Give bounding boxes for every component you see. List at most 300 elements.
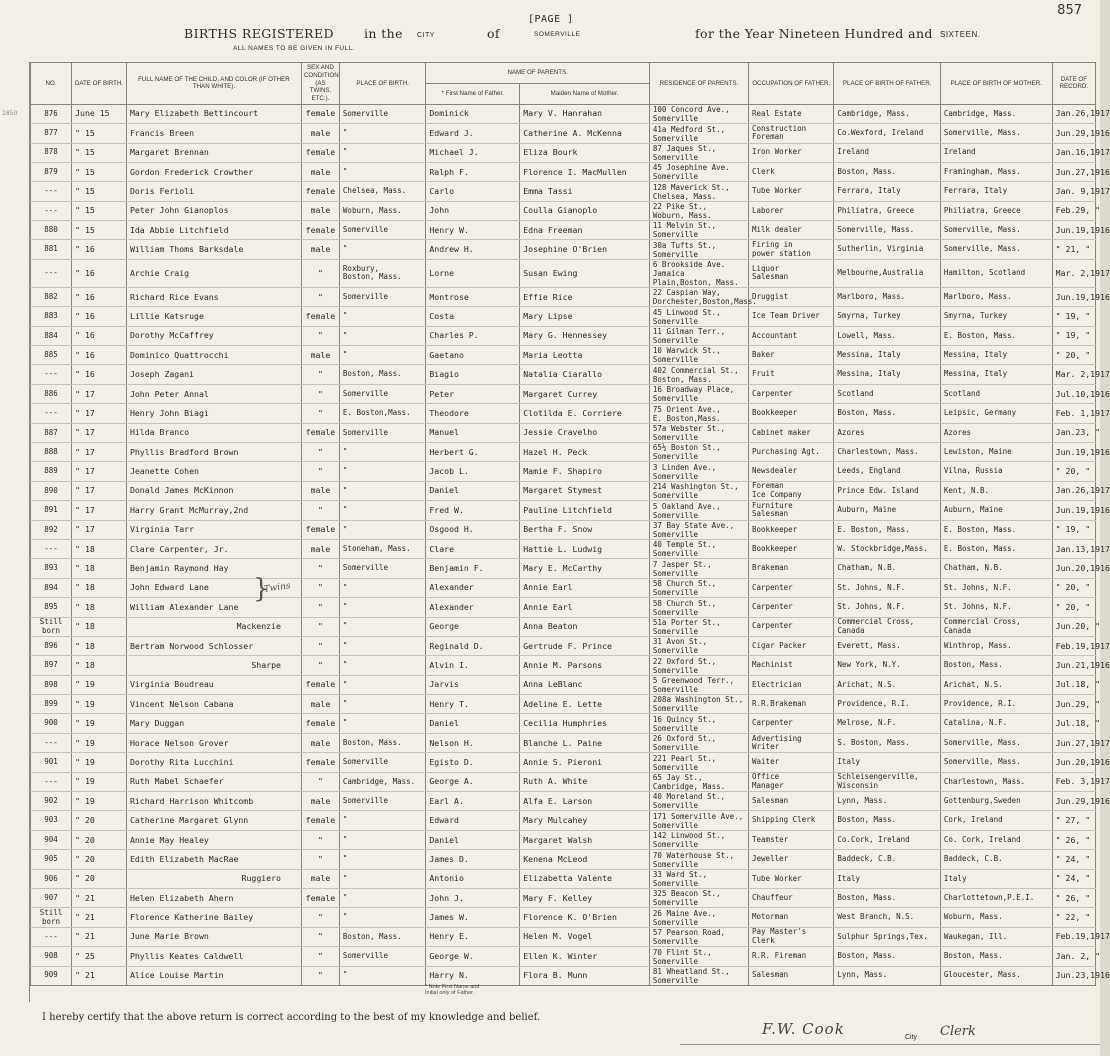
- parents-residence: 22 Pike St., Woburn, Mass.: [649, 201, 748, 220]
- father-first-name: Edward: [426, 811, 520, 830]
- table-row: [31, 733, 1096, 752]
- mother-birthplace: Ireland: [940, 143, 1052, 162]
- father-first-name: Andrew H.: [426, 240, 520, 259]
- table-row: [31, 869, 1096, 888]
- mother-maiden-name: Annie Earl: [520, 598, 650, 617]
- parents-residence: 5 Greenwood Terr., Somerville: [649, 675, 748, 694]
- mother-birthplace: St. Johns, N.F.: [940, 598, 1052, 617]
- father-occupation: Construction Foreman: [749, 124, 834, 143]
- child-name: Sharpe: [126, 656, 301, 675]
- table-row: [31, 221, 1096, 240]
- father-first-name: Benjamin F.: [426, 559, 520, 578]
- child-name: Horace Nelson Grover: [126, 733, 301, 752]
- mother-maiden-name: Kenena McLeod: [520, 850, 650, 869]
- mother-maiden-name: Coulla Gianoplo: [520, 201, 650, 220]
- birth-date: " 17: [72, 520, 127, 539]
- table-row: [31, 830, 1096, 849]
- child-sex: female: [301, 811, 339, 830]
- col-no: NO.: [31, 63, 72, 105]
- record-date: Jun.21,1916: [1052, 656, 1095, 675]
- parents-residence: 57a Webster St., Somerville: [649, 423, 748, 442]
- child-sex: female: [301, 221, 339, 240]
- birth-date: " 18: [72, 578, 127, 597]
- mother-maiden-name: Adeline E. Lette: [520, 695, 650, 714]
- mother-maiden-name: Natalia Ciarallo: [520, 365, 650, 384]
- father-first-name: Nelson H.: [426, 733, 520, 752]
- record-date: Feb. 3,1917: [1052, 772, 1095, 791]
- row-number: 902: [31, 792, 72, 811]
- table-row: [31, 617, 1096, 636]
- record-date: Jul.10,1916: [1052, 384, 1095, 403]
- birth-date: " 18: [72, 539, 127, 558]
- parents-residence: 11 Gilman Terr., Somerville: [649, 326, 748, 345]
- col-occupation: OCCUPATION OF FATHER.: [749, 63, 834, 105]
- father-occupation: Firing in power station: [749, 240, 834, 259]
- birth-date: " 20: [72, 850, 127, 869]
- birth-place: Somerville: [339, 104, 425, 123]
- child-sex: male: [301, 240, 339, 259]
- child-name: Phyllis Keates Caldwell: [126, 947, 301, 966]
- row-number: ---: [31, 365, 72, 384]
- birth-date: " 19: [72, 695, 127, 714]
- father-occupation: Furniture Salesman: [749, 501, 834, 520]
- father-first-name: Biagio: [426, 365, 520, 384]
- child-sex: male: [301, 162, 339, 181]
- table-row: [31, 404, 1096, 423]
- birth-date: " 16: [72, 365, 127, 384]
- birth-place: Boston, Mass.: [339, 733, 425, 752]
- birth-date: " 17: [72, 501, 127, 520]
- birth-date: " 18: [72, 617, 127, 636]
- birth-place: ": [339, 695, 425, 714]
- birth-date: " 21: [72, 927, 127, 946]
- father-first-name: Gaetano: [426, 346, 520, 365]
- father-birthplace: Cambridge, Mass.: [834, 104, 940, 123]
- table-row: [31, 443, 1096, 462]
- father-birthplace: Philiatra, Greece: [834, 201, 940, 220]
- row-number: 891: [31, 501, 72, 520]
- mother-birthplace: Azores: [940, 423, 1052, 442]
- row-number: 899: [31, 695, 72, 714]
- record-date: " 19, ": [1052, 307, 1095, 326]
- city-label: CITY: [417, 32, 435, 39]
- birth-place: ": [339, 462, 425, 481]
- birth-place: ": [339, 307, 425, 326]
- parents-residence: 75 Orient Ave., E. Boston,Mass.: [649, 404, 748, 423]
- father-first-name: Carlo: [426, 182, 520, 201]
- col-parents: NAME OF PARENTS.: [426, 63, 650, 84]
- father-first-name: Clare: [426, 539, 520, 558]
- record-date: Jan.23, ": [1052, 423, 1095, 442]
- record-date: Jun.20,1916: [1052, 753, 1095, 772]
- parents-residence: 45 Josephine Ave. Somerville: [649, 162, 748, 181]
- mother-maiden-name: Hattie L. Ludwig: [520, 539, 650, 558]
- mother-maiden-name: Annie M. Parsons: [520, 656, 650, 675]
- mother-maiden-name: Margaret Currey: [520, 384, 650, 403]
- mother-maiden-name: Josephine O'Brien: [520, 240, 650, 259]
- father-birthplace: Azores: [834, 423, 940, 442]
- row-number: 909: [31, 966, 72, 985]
- page-header: [0, 0, 1100, 62]
- mother-maiden-name: Florence K. O'Brien: [520, 908, 650, 927]
- child-name: Jeanette Cohen: [126, 462, 301, 481]
- birth-date: " 16: [72, 259, 127, 287]
- parents-residence: 402 Commercial St., Boston, Mass.: [649, 365, 748, 384]
- parents-residence: 31 Avon St., Somerville: [649, 636, 748, 655]
- child-name: June Marie Brown: [126, 927, 301, 946]
- father-birthplace: Boston, Mass.: [834, 811, 940, 830]
- mother-maiden-name: Mary F. Kelley: [520, 888, 650, 907]
- row-number: 884: [31, 326, 72, 345]
- table-row: [31, 947, 1096, 966]
- header-subtitle: ALL NAMES TO BE GIVEN IN FULL.: [233, 45, 356, 52]
- mother-maiden-name: Effie Rice: [520, 287, 650, 306]
- mother-birthplace: E. Boston, Mass.: [940, 539, 1052, 558]
- father-first-name: Daniel: [426, 714, 520, 733]
- father-first-name: Dominick: [426, 104, 520, 123]
- father-occupation: Baker: [749, 346, 834, 365]
- mother-maiden-name: Hazel H. Peck: [520, 443, 650, 462]
- mother-birthplace: E. Boston, Mass.: [940, 326, 1052, 345]
- left-margin: [0, 62, 30, 1002]
- row-number: 880: [31, 221, 72, 240]
- father-occupation: Carpenter: [749, 384, 834, 403]
- mother-birthplace: Gloucester, Mass.: [940, 966, 1052, 985]
- parents-residence: 41a Medford St., Somerville: [649, 124, 748, 143]
- record-date: " 20, ": [1052, 598, 1095, 617]
- record-date: Mar. 2,1917: [1052, 259, 1095, 287]
- child-sex: female: [301, 888, 339, 907]
- child-sex: female: [301, 143, 339, 162]
- child-name: Clare Carpenter, Jr.: [126, 539, 301, 558]
- child-name: Edith Elizabeth MacRae: [126, 850, 301, 869]
- birth-date: " 16: [72, 326, 127, 345]
- table-row: [31, 182, 1096, 201]
- parents-residence: 33 Ward St., Somerville: [649, 869, 748, 888]
- child-sex: ": [301, 830, 339, 849]
- father-birthplace: Leeds, England: [834, 462, 940, 481]
- row-number: 892: [31, 520, 72, 539]
- row-number: 887: [31, 423, 72, 442]
- child-name: John Peter Annal: [126, 384, 301, 403]
- child-name: John Edward Lane: [126, 578, 301, 597]
- parents-residence: 45 Linwood St., Somerville: [649, 307, 748, 326]
- birth-place: E. Boston,Mass.: [339, 404, 425, 423]
- mother-birthplace: Vilna, Russia: [940, 462, 1052, 481]
- birth-date: " 17: [72, 481, 127, 500]
- birth-date: " 20: [72, 869, 127, 888]
- parents-residence: 171 Somerville Ave., Somerville: [649, 811, 748, 830]
- mother-birthplace: Smyrna, Turkey: [940, 307, 1052, 326]
- father-occupation: Electrician: [749, 675, 834, 694]
- birth-date: " 15: [72, 182, 127, 201]
- father-occupation: Milk dealer: [749, 221, 834, 240]
- child-name: Mackenzie: [126, 617, 301, 636]
- child-sex: female: [301, 520, 339, 539]
- clerk-signature: F.W. Cook: [762, 1020, 845, 1038]
- parents-residence: 26 Maine Ave., Somerville: [649, 908, 748, 927]
- row-number: 886: [31, 384, 72, 403]
- row-number: ---: [31, 539, 72, 558]
- mother-birthplace: St. Johns, N.F.: [940, 578, 1052, 597]
- mother-maiden-name: Annie Earl: [520, 578, 650, 597]
- father-first-name: Montrose: [426, 287, 520, 306]
- mother-maiden-name: Susan Ewing: [520, 259, 650, 287]
- row-number: Still born: [31, 908, 72, 927]
- mother-maiden-name: Bertha F. Snow: [520, 520, 650, 539]
- birth-date: " 21: [72, 888, 127, 907]
- father-first-name: Peter: [426, 384, 520, 403]
- father-birthplace: New York, N.Y.: [834, 656, 940, 675]
- child-sex: ": [301, 287, 339, 306]
- father-birthplace: Boston, Mass.: [834, 947, 940, 966]
- record-date: " 20, ": [1052, 346, 1095, 365]
- table-row: [31, 287, 1096, 306]
- father-birthplace: Somerville, Mass.: [834, 221, 940, 240]
- birth-date: " 16: [72, 287, 127, 306]
- mother-maiden-name: Ellen K. Winter: [520, 947, 650, 966]
- father-occupation: R.R.Brakeman: [749, 695, 834, 714]
- parents-residence: 58 Church St., Somerville: [649, 578, 748, 597]
- record-date: " 27, ": [1052, 811, 1095, 830]
- father-occupation: Chauffeur: [749, 888, 834, 907]
- father-occupation: Iron Worker: [749, 143, 834, 162]
- record-date: Jun.29,1916: [1052, 792, 1095, 811]
- mother-birthplace: Woburn, Mass.: [940, 908, 1052, 927]
- parents-residence: 40 Moreland St., Somerville: [649, 792, 748, 811]
- record-date: Jul.18, ": [1052, 714, 1095, 733]
- father-occupation: Advertising Writer: [749, 733, 834, 752]
- row-number: ---: [31, 927, 72, 946]
- father-first-name: Egisto D.: [426, 753, 520, 772]
- record-date: Feb. 1,1917: [1052, 404, 1095, 423]
- mother-birthplace: Boston, Mass.: [940, 947, 1052, 966]
- father-first-name: George: [426, 617, 520, 636]
- mother-maiden-name: Catherine A. McKenna: [520, 124, 650, 143]
- father-occupation: Clerk: [749, 162, 834, 181]
- row-number: 877: [31, 124, 72, 143]
- table-row: [31, 501, 1096, 520]
- parents-residence: 128 Maverick St., Chelsea, Mass.: [649, 182, 748, 201]
- father-occupation: Carpenter: [749, 578, 834, 597]
- col-residence: RESIDENCE OF PARENTS.: [649, 63, 748, 105]
- father-occupation: Carpenter: [749, 598, 834, 617]
- col-date: DATE OF BIRTH.: [72, 63, 127, 105]
- father-first-name: Charles P.: [426, 326, 520, 345]
- table-row: [31, 259, 1096, 287]
- birth-date: " 17: [72, 423, 127, 442]
- parents-residence: 208a Washington St., Somerville: [649, 695, 748, 714]
- child-sex: ": [301, 578, 339, 597]
- birth-date: " 16: [72, 240, 127, 259]
- row-number: 897: [31, 656, 72, 675]
- certification-text: I hereby certify that the above return is correct according to the best of my knowledge and belief.: [42, 1012, 541, 1023]
- child-name: Vincent Nelson Cabana: [126, 695, 301, 714]
- birth-place: ": [339, 636, 425, 655]
- mother-birthplace: Hamilton, Scotland: [940, 259, 1052, 287]
- birth-place: ": [339, 520, 425, 539]
- father-occupation: Bookkeeper: [749, 539, 834, 558]
- table-row: [31, 714, 1096, 733]
- mother-birthplace: Boston, Mass.: [940, 656, 1052, 675]
- mother-maiden-name: Gertrude F. Prince: [520, 636, 650, 655]
- table-row: [31, 792, 1096, 811]
- row-number: 890: [31, 481, 72, 500]
- father-birthplace: Messina, Italy: [834, 346, 940, 365]
- row-number: 893: [31, 559, 72, 578]
- child-sex: female: [301, 675, 339, 694]
- child-sex: ": [301, 559, 339, 578]
- child-sex: ": [301, 365, 339, 384]
- father-occupation: Office Manager: [749, 772, 834, 791]
- child-sex: ": [301, 598, 339, 617]
- father-first-name: Alvin I.: [426, 656, 520, 675]
- row-number: 908: [31, 947, 72, 966]
- father-first-name: James D.: [426, 850, 520, 869]
- col-mother: Maiden Name of Mother.: [520, 83, 650, 104]
- mother-birthplace: E. Boston, Mass.: [940, 520, 1052, 539]
- mother-maiden-name: Maria Leotta: [520, 346, 650, 365]
- father-first-name: Henry W.: [426, 221, 520, 240]
- mother-birthplace: Lewiston, Maine: [940, 443, 1052, 462]
- parents-residence: 30a Tufts St., Somerville: [649, 240, 748, 259]
- row-number: ---: [31, 201, 72, 220]
- mother-birthplace: Baddeck, C.B.: [940, 850, 1052, 869]
- child-sex: female: [301, 714, 339, 733]
- birth-place: ": [339, 888, 425, 907]
- father-first-name: George A.: [426, 772, 520, 791]
- child-name: Peter John Gianoplos: [126, 201, 301, 220]
- child-sex: ": [301, 966, 339, 985]
- mother-maiden-name: Mary V. Hanrahan: [520, 104, 650, 123]
- table-row: [31, 888, 1096, 907]
- birth-date: " 25: [72, 947, 127, 966]
- father-occupation: Bookkeeper: [749, 520, 834, 539]
- record-date: Jan. 2, ": [1052, 947, 1095, 966]
- mother-birthplace: Messina, Italy: [940, 365, 1052, 384]
- table-row: [31, 365, 1096, 384]
- record-date: Jan. 9,1917: [1052, 182, 1095, 201]
- table-row: [31, 143, 1096, 162]
- parents-residence: 70 Waterhouse St., Somerville: [649, 850, 748, 869]
- record-date: Jun.27,1916: [1052, 162, 1095, 181]
- father-occupation: R.R. Fireman: [749, 947, 834, 966]
- mother-birthplace: Providence, R.I.: [940, 695, 1052, 714]
- record-date: Jan.26,1917: [1052, 104, 1095, 123]
- mother-birthplace: Framingham, Mass.: [940, 162, 1052, 181]
- record-date: " 24, ": [1052, 850, 1095, 869]
- births-table: [30, 62, 1110, 986]
- city-label-footer: City: [905, 1034, 918, 1041]
- row-number: ---: [31, 259, 72, 287]
- parents-residence: 51a Porter St., Somerville: [649, 617, 748, 636]
- father-birthplace: Chatham, N.B.: [834, 559, 940, 578]
- parents-residence: 65½ Boston St., Somerville: [649, 443, 748, 462]
- birth-place: ": [339, 162, 425, 181]
- child-name: Ruth Mabel Schaefer: [126, 772, 301, 791]
- father-birthplace: Melbourne,Australia: [834, 259, 940, 287]
- child-name: Catherine Margaret Glynn: [126, 811, 301, 830]
- mother-maiden-name: Blanche L. Paine: [520, 733, 650, 752]
- father-occupation: Tube Worker: [749, 182, 834, 201]
- row-number: 900: [31, 714, 72, 733]
- child-sex: female: [301, 307, 339, 326]
- birth-place: Roxbury, Boston, Mass.: [339, 259, 425, 287]
- birth-place: Somerville: [339, 559, 425, 578]
- child-sex: male: [301, 539, 339, 558]
- father-birthplace: Ferrara, Italy: [834, 182, 940, 201]
- child-name: Mary Elizabeth Bettincourt: [126, 104, 301, 123]
- mother-maiden-name: Mary Mulcahey: [520, 811, 650, 830]
- birth-place: ": [339, 656, 425, 675]
- birth-place: Somerville: [339, 221, 425, 240]
- birth-place: ": [339, 240, 425, 259]
- father-birthplace: Italy: [834, 869, 940, 888]
- row-number: 907: [31, 888, 72, 907]
- birth-date: " 15: [72, 162, 127, 181]
- record-date: Mar. 2,1917: [1052, 365, 1095, 384]
- father-birthplace: Lynn, Mass.: [834, 792, 940, 811]
- father-birthplace: Co.Cork, Ireland: [834, 830, 940, 849]
- margin-note: 1850: [2, 110, 18, 117]
- father-name-note: * Note First Name and Initial only of Father.: [425, 984, 480, 996]
- birth-place: Somerville: [339, 947, 425, 966]
- father-first-name: John: [426, 201, 520, 220]
- birth-place: ": [339, 346, 425, 365]
- mother-birthplace: Somerville, Mass.: [940, 240, 1052, 259]
- mother-maiden-name: Ruth A. White: [520, 772, 650, 791]
- father-occupation: Salesman: [749, 966, 834, 985]
- child-name: Dorothy Rita Lucchini: [126, 753, 301, 772]
- table-row: [31, 636, 1096, 655]
- birth-date: " 19: [72, 714, 127, 733]
- row-number: 888: [31, 443, 72, 462]
- father-occupation: Pay Master's Clerk: [749, 927, 834, 946]
- birth-place: ": [339, 908, 425, 927]
- parents-residence: 3 Linden Ave., Somerville: [649, 462, 748, 481]
- father-occupation: Newsdealer: [749, 462, 834, 481]
- child-name: Richard Rice Evans: [126, 287, 301, 306]
- row-number: 906: [31, 869, 72, 888]
- parents-residence: 58 Church St., Somerville: [649, 598, 748, 617]
- father-occupation: Laborer: [749, 201, 834, 220]
- father-birthplace: Charlestown, Mass.: [834, 443, 940, 462]
- child-name: Lillie Katsruge: [126, 307, 301, 326]
- child-name: Helen Elizabeth Ahern: [126, 888, 301, 907]
- father-occupation: Real Estate: [749, 104, 834, 123]
- record-date: Jun.29, ": [1052, 695, 1095, 714]
- child-sex: male: [301, 733, 339, 752]
- page-label: [PAGE ]: [528, 14, 574, 25]
- record-date: " 21, ": [1052, 240, 1095, 259]
- mother-birthplace: Kent, N.B.: [940, 481, 1052, 500]
- table-row: [31, 927, 1096, 946]
- child-name: Donald James McKinnon: [126, 481, 301, 500]
- record-date: Jun.19,1916: [1052, 443, 1095, 462]
- birth-place: ": [339, 830, 425, 849]
- child-name: Doris Ferioli: [126, 182, 301, 201]
- birth-date: " 16: [72, 346, 127, 365]
- mother-birthplace: Co. Cork, Ireland: [940, 830, 1052, 849]
- signature-line: [680, 1044, 1100, 1045]
- parents-residence: 65 Jay St., Cambridge, Mass.: [649, 772, 748, 791]
- father-occupation: Foreman Ice Company: [749, 481, 834, 500]
- mother-maiden-name: Edna Freeman: [520, 221, 650, 240]
- birth-place: Stoneham, Mass.: [339, 539, 425, 558]
- mother-maiden-name: Flora B. Munn: [520, 966, 650, 985]
- record-date: Jun.20, ": [1052, 617, 1095, 636]
- col-father: * First Name of Father.: [426, 83, 520, 104]
